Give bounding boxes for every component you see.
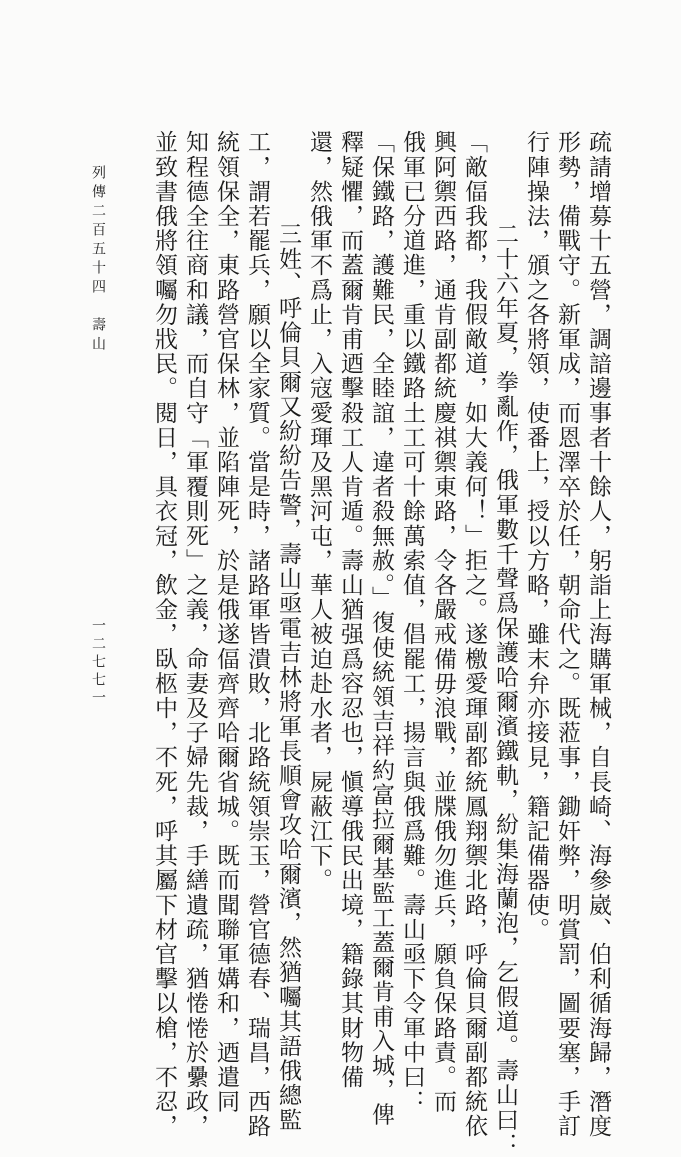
text-column-12: 工，謂若罷兵，願以全家質。當是時，諸路軍皆潰敗，北路統領崇玉，營官德春、瑞昌，西路 [244, 130, 270, 1139]
text-column-8: 「保鐵路，護難民，全睦誼，違者殺無赦。」復使統領吉祥約富拉爾基監工蓋爾肯甫入城，俾 [368, 130, 394, 1128]
text-column-5: 「敵偪我都，我假敵道，如大義何！」拒之。遂檄愛琿副都統鳳翔禦北路，呼倫貝爾副都統依 [461, 130, 487, 1139]
text-column-6: 興阿禦西路，通肯副都統慶祺禦東路，令各嚴戒備毋浪戰，並牒俄勿進兵，願負保路責。而 [430, 130, 456, 1114]
text-column-2: 形勢，備戰守。新軍成，而恩澤卒於任，朝命代之。既蒞事，鋤奸弊，明賞罰，圖要塞，手訂 [554, 130, 580, 1139]
text-column-9: 釋疑懼，而蓋爾肯甫迺擊殺工人肯遁。壽山猶强爲容忍也，愼導俄民出境，籍錄其財物備 [337, 130, 363, 1090]
text-column-11: 三姓、呼倫貝爾又紛紛告警，壽山亟電吉林將軍長順會攻哈爾濱，然猶囑其語俄總監 [275, 222, 301, 1133]
text-column-15: 並致書俄將領囑勿戕民。閱日，具衣冠，飲金，臥柩中，不死，呼其屬下材官擊以槍，不忍， [151, 130, 177, 1139]
text-column-10: 還，然俄軍不爲止，入寇愛琿及黑河屯，華人被迫赴水者，屍蔽江下。 [306, 130, 332, 893]
text-column-14: 知程德全往商和議，而自守「軍覆則死」之義，命妻及子婦先裁，手繕遺疏，猶惓惓於纍政， [182, 130, 208, 1139]
text-column-3: 行陣操法，頒之各將領，使番上，授以方略，雖末弁亦接見，籍記備器使。 [523, 130, 549, 942]
text-column-1: 疏請增募十五營，調諳邊事者十餘人，躬詣上海購軍械，自長崎、海參崴、伯利循海歸，潛度 [585, 130, 611, 1139]
running-header: 列傳二百五十四 壽山 [90, 165, 106, 355]
text-column-4: 二十六年夏，拳亂作，俄軍數千聲爲保護哈爾濱鐵軌，紛集海蘭泡，乞假道。壽山曰： [492, 222, 518, 1157]
text-column-13: 統領保全，東路營官保林，並陷陣死，於是俄遂偪齊齊哈爾省城。既而聞聯軍媾和，迺遣同 [213, 130, 239, 1114]
text-column-7: 俄軍已分道進，重以鐵路土工可十餘萬索值，倡罷工，揚言與俄爲難。壽山亟下令軍中曰： [399, 130, 425, 1114]
page-number: 一二七七一 [90, 618, 106, 708]
